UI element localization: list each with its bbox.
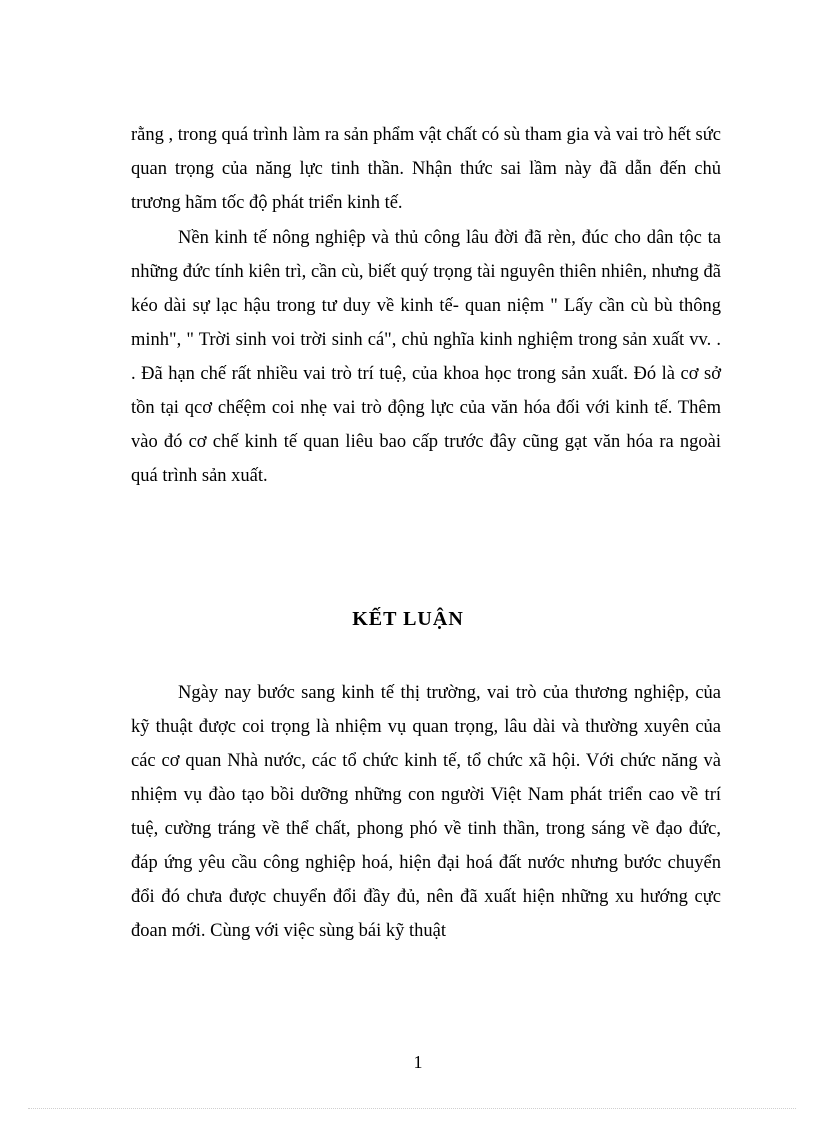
footer-divider: [28, 1108, 796, 1109]
page-number: 1: [413, 1052, 423, 1072]
body-paragraph: Ngày nay bước sang kinh tế thị trường, vai trò của thương nghiệp, của kỹ thuật được coi trọng là nhiệm vụ quan trọng, lâu dài và thường xuyên của các cơ quan Nhà nước, các tổ chức kinh tế, tổ chức xã hội. Với chức năng và nhiệm vụ đào tạo bồi dưỡng những con người Việt Nam phát triển cao về trí tuệ, cường tráng về thể chất, phong phó về tinh thần, trong sáng về đạo đức, đáp ứng yêu cầu công nghiệp hoá, hiện đại hoá đất nước nhưng bước chuyển đổi đó chưa được chuyển đổi đầy đủ, nên đã xuất hiện những xu hướng cực đoan mới. Cùng với việc sùng bái kỹ thuật: [131, 683, 721, 941]
section-heading: KẾT LUẬN: [352, 608, 464, 630]
paragraph-tradition: [131, 221, 721, 493]
body-paragraph: rằng , trong quá trình làm ra sản phẩm vật chất có sù tham gia và vai trò hết sức quan trọng của năng lực tinh thần. Nhận thức sai lầm này đã dẫn đến chủ trương hãm tốc độ phát triển kinh tế.: [131, 125, 721, 213]
paragraph-conclusion: [131, 676, 721, 948]
body-paragraph: Nền kinh tế nông nghiệp và thủ công lâu đời đã rèn, đúc cho dân tộc ta những đức tính kiên trì, cần cù, biết quý trọng tài nguyên thiên nhiên, nhưng đã kéo dài sự lạc hậu trong tư duy về kinh tế- quan niệm " Lấy cần cù bù thông minh", " Trời sinh voi trời sinh cá", chủ nghĩa kinh nghiệm trong sản xuất vv. . . Đã hạn chế rất nhiều vai trò trí tuệ, của khoa học trong sản xuất. Đó là cơ sở tồn tại qcơ chếệm coi nhẹ vai trò động lực của văn hóa đối với kinh tế. Thêm vào đó cơ chế kinh tế quan liêu bao cấp trước đây cũng gạt văn hóa ra ngoài quá trình sản xuất.: [131, 228, 721, 486]
paragraph-continued: [131, 118, 721, 220]
